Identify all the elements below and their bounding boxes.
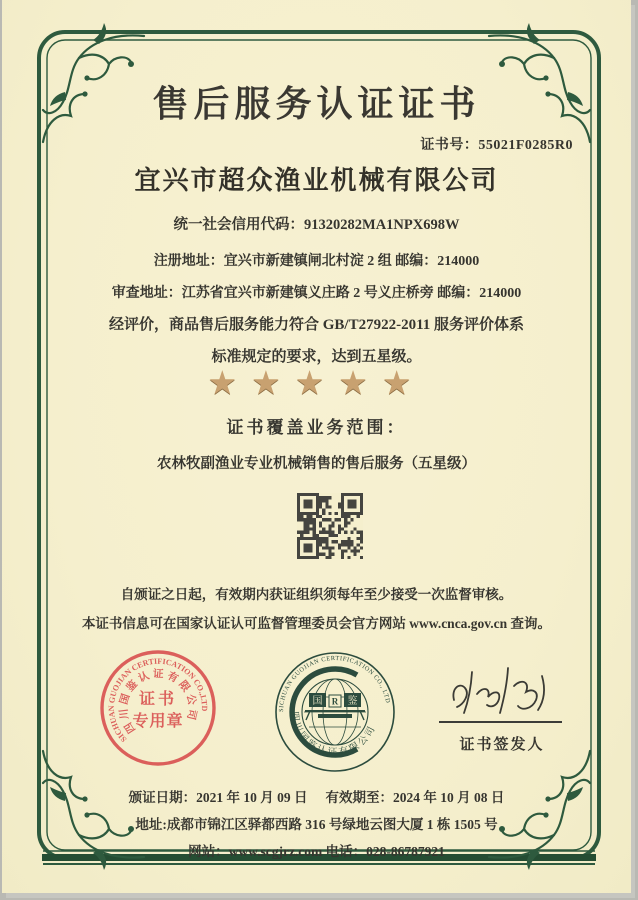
red-seal-center-line2: 专用章 (132, 713, 184, 730)
green-seal-ring-en: SICHUAN GUOJIAN CERTIFICATION CO., LTD (277, 654, 392, 713)
issuer-contact: 网站：www.scgjrz.com 电话：028-86787921 (188, 844, 445, 859)
evaluation-line-2: 标准规定的要求，达到五星级。 (211, 349, 422, 365)
green-seal-mark-right: 鉴 (347, 696, 358, 707)
star-icon: ★ (381, 363, 426, 402)
seals-and-signature (2, 0, 631, 893)
certificate-number-value: 55021F0285R0 (478, 138, 573, 153)
scope-text: 农林牧副渔业专业机械销售的售后服务（五星级） (157, 456, 476, 472)
supervision-note: 自颁证之日起，有效期内获证组织须每年至少接受一次监督审核。 (120, 587, 513, 602)
green-seal-ring-cn: 四川国鉴认证有限公司 (288, 711, 379, 759)
red-seal-ring-en: SICHUAN GUOJIAN CERTIFICATION CO.,LTD (106, 656, 210, 744)
certificate-page (2, 0, 631, 893)
issue-date: 颁证日期：2021 年 10 月 09 日 (128, 790, 308, 805)
certificate-number-label: 证书号： (420, 138, 479, 153)
star-icon: ★ (294, 363, 339, 402)
issuer-address: 地址:成都市锦江区驿都西路 316 号绿地云图大厦 1 栋 1505 号 (135, 817, 498, 832)
star-icon: ★ (251, 363, 295, 402)
scope-heading: 证书覆盖业务范围： (226, 418, 407, 437)
signer-label: 证书签发人 (459, 737, 545, 753)
star-icon: ★ (338, 363, 382, 402)
green-seal-mark-left: 国 (312, 696, 323, 707)
valid-until: 有效期至：2024 年 10 月 08 日 (325, 790, 505, 805)
red-seal-ring-cn: 四川国鉴认证有限公司 (118, 668, 198, 735)
red-seal-center-line1: 证书 (138, 691, 178, 708)
dates-line (2, 786, 631, 806)
green-certification-logo (276, 653, 394, 771)
issuer-signature (453, 668, 544, 713)
red-company-seal (102, 652, 214, 764)
evaluation-line-1: 经评价，商品售后服务能力符合 GB/T27922-2011 服务评价体系 (108, 317, 524, 333)
credit-code-line: 统一社会信用代码：91320282MA1NPX698W (173, 217, 460, 233)
certificate-title: 售后服务认证证书 (152, 84, 481, 125)
green-seal-mark-mid: R (331, 696, 339, 707)
company-name: 宜兴市超众渔业机械有限公司 (134, 166, 499, 195)
registered-address-line: 注册地址：宜兴市新建镇闸北村淀 2 组 邮编：214000 (153, 254, 480, 269)
star-icon: ★ (207, 363, 252, 402)
audit-address-line: 审查地址：江苏省宜兴市新建镇义庄路 2 号义庄桥旁 邮编：214000 (111, 286, 522, 301)
verification-note: 本证书信息可在国家认证认可监督管理委员会官方网站 www.cnca.gov.cn 查询。 (81, 616, 552, 631)
